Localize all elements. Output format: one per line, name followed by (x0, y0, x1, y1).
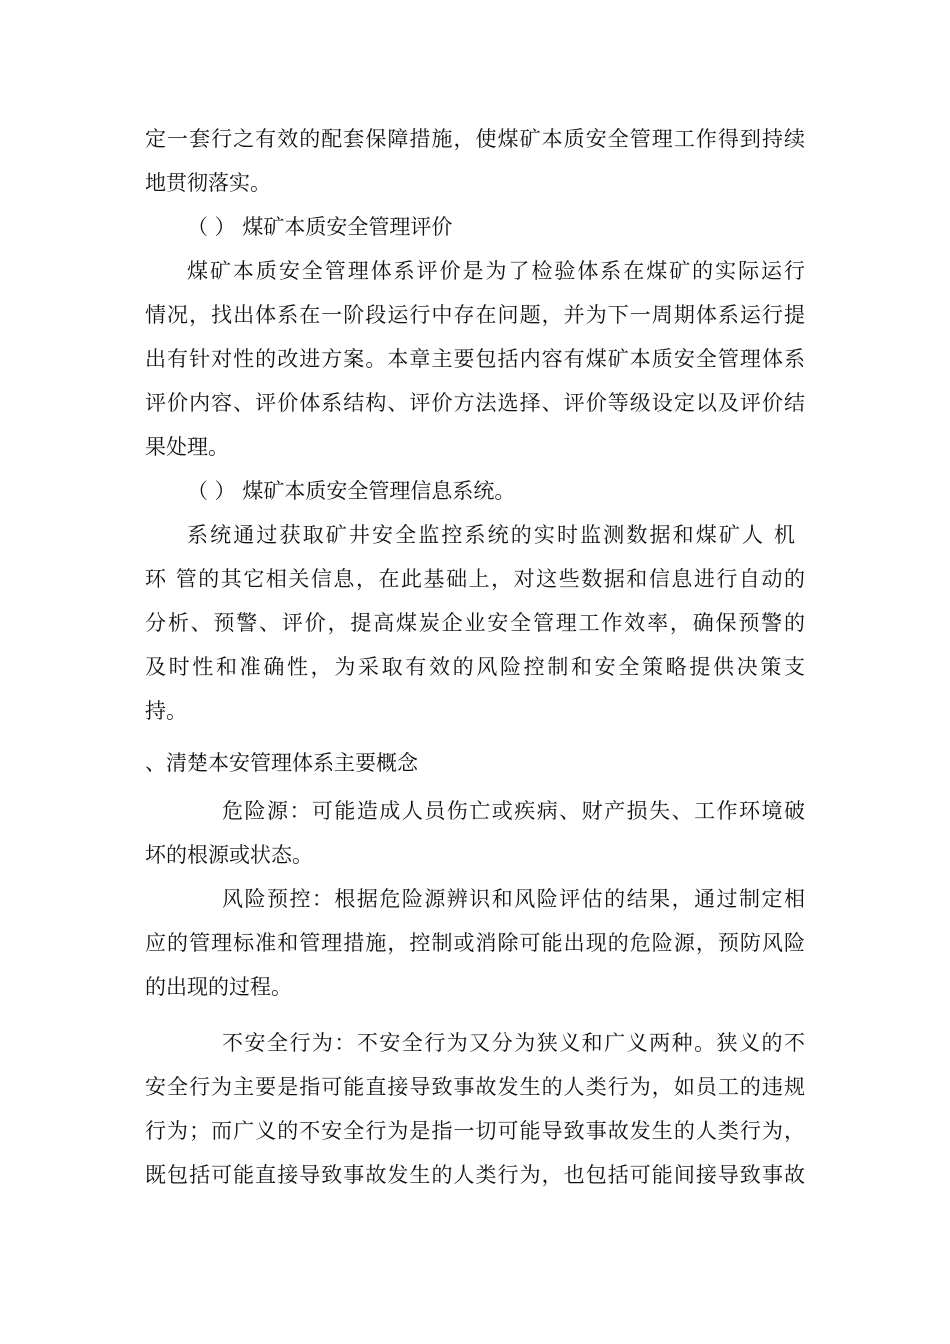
section-heading: （ ） 煤矿本质安全管理信息系统。 (187, 479, 516, 503)
text-line: 分析、预警、评价，提高煤炭企业安全管理工作效率，确保预警的 (145, 611, 805, 635)
text-line: 煤矿本质安全管理体系评价是为了检验体系在煤矿的实际运行 (187, 259, 805, 283)
text-line: 情况，找出体系在一阶段运行中存在问题，并为下一周期体系运行提 (145, 303, 805, 327)
text-line: 安全行为主要是指可能直接导致事故发生的人类行为，如员工的违规 (145, 1075, 805, 1099)
text-line: 坏的根源或状态。 (145, 843, 313, 867)
text-line: 环 管的其它相关信息，在此基础上，对这些数据和信息进行自动的 (145, 567, 805, 591)
text-line: 果处理。 (145, 435, 229, 459)
text-line: 持。 (145, 699, 187, 723)
section-heading: 、清楚本安管理体系主要概念 (145, 751, 418, 775)
text-line: 及时性和准确性，为采取有效的风险控制和安全策略提供决策支 (145, 655, 805, 679)
text-line: 系统通过获取矿井安全监控系统的实时监测数据和煤矿人 机 (187, 523, 795, 547)
text-line: 行为；而广义的不安全行为是指一切可能导致事故发生的人类行为， (145, 1119, 805, 1143)
text-line: 评价内容、评价体系结构、评价方法选择、评价等级设定以及评价结 (145, 391, 805, 415)
section-heading: （ ） 煤矿本质安全管理评价 (187, 215, 453, 239)
definition-term: 不安全行为：不安全行为又分为狭义和广义两种。狭义的不 (222, 1031, 805, 1055)
definition-term: 风险预控：根据危险源辨识和风险评估的结果，通过制定相 (222, 887, 805, 911)
text-line: 的出现的过程。 (145, 975, 292, 999)
definition-term: 危险源：可能造成人员伤亡或疾病、财产损失、工作环境破 (222, 799, 805, 823)
text-line: 应的管理标准和管理措施，控制或消除可能出现的危险源，预防风险 (145, 931, 805, 955)
text-line: 出有针对性的改进方案。本章主要包括内容有煤矿本质安全管理体系 (145, 347, 805, 371)
text-line: 既包括可能直接导致事故发生的人类行为，也包括可能间接导致事故 (145, 1163, 805, 1187)
text-line: 地贯彻落实。 (145, 171, 271, 195)
text-line: 定一套行之有效的配套保障措施，使煤矿本质安全管理工作得到持续 (145, 127, 805, 151)
